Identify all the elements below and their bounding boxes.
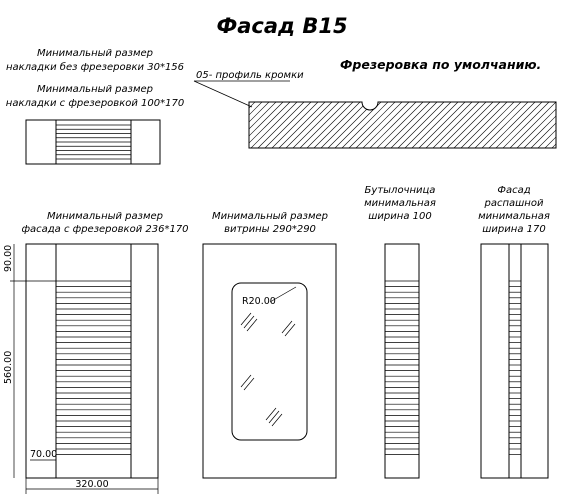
hinged-note-1: Фасад xyxy=(497,185,531,196)
hinged-milling-lines xyxy=(509,281,521,455)
vitrine-note-2: витрины 290*290 xyxy=(224,224,316,235)
dim-width-label: 320.00 xyxy=(75,479,109,490)
bottle-note-3: ширина 100 xyxy=(368,211,432,222)
overlay-note-1: Минимальный размер xyxy=(36,48,154,59)
vitrine-radius-label: R20.00 xyxy=(242,296,276,307)
overlay-notes xyxy=(6,48,184,109)
overlay-milling-lines xyxy=(56,125,131,159)
profile-hatch xyxy=(200,100,564,150)
overlay-note-2: накладки без фрезеровки 30*156 xyxy=(5,62,185,73)
hinged-note-3: минимальная xyxy=(478,211,550,222)
bottle-milling-lines xyxy=(385,281,419,455)
facade-milling-lines xyxy=(56,281,131,455)
vitrine-note-1: Минимальный размер xyxy=(211,211,329,222)
facade-note-2: фасада с фрезеровкой 236*170 xyxy=(21,224,189,235)
facade-milled xyxy=(3,211,189,494)
hatch-line xyxy=(522,100,564,150)
hatch-line xyxy=(529,100,564,150)
bottle-note-1: Бутылочница xyxy=(364,185,436,196)
hinged-note-4: ширина 170 xyxy=(482,224,546,235)
overlay-panel xyxy=(26,120,160,164)
bottle-holder-facade xyxy=(364,185,436,478)
hinged-facade xyxy=(478,185,550,478)
hatch-line xyxy=(543,100,564,150)
edge-profile xyxy=(194,57,564,150)
hatch-line xyxy=(557,100,564,150)
hinged-note-2: распашной xyxy=(484,198,544,209)
profile-callout: 05- профиль кромки xyxy=(196,70,304,81)
default-milling-label: Фрезеровка по умолчанию. xyxy=(340,57,542,72)
vitrine-facade xyxy=(203,211,336,478)
hatch-line xyxy=(550,100,564,150)
dim-bottom-label: 70.00 xyxy=(30,449,58,460)
facade-note-1: Минимальный размер xyxy=(46,211,164,222)
overlay-note-3: Минимальный размер xyxy=(36,84,154,95)
bottle-note-2: минимальная xyxy=(364,198,436,209)
dim-top-label: 90.00 xyxy=(3,244,14,272)
dim-height-label: 560.00 xyxy=(3,350,14,384)
hatch-line xyxy=(200,100,250,150)
page-title: Фасад B15 xyxy=(216,14,348,38)
overlay-note-4: накладки с фрезеровкой 100*170 xyxy=(5,98,185,109)
